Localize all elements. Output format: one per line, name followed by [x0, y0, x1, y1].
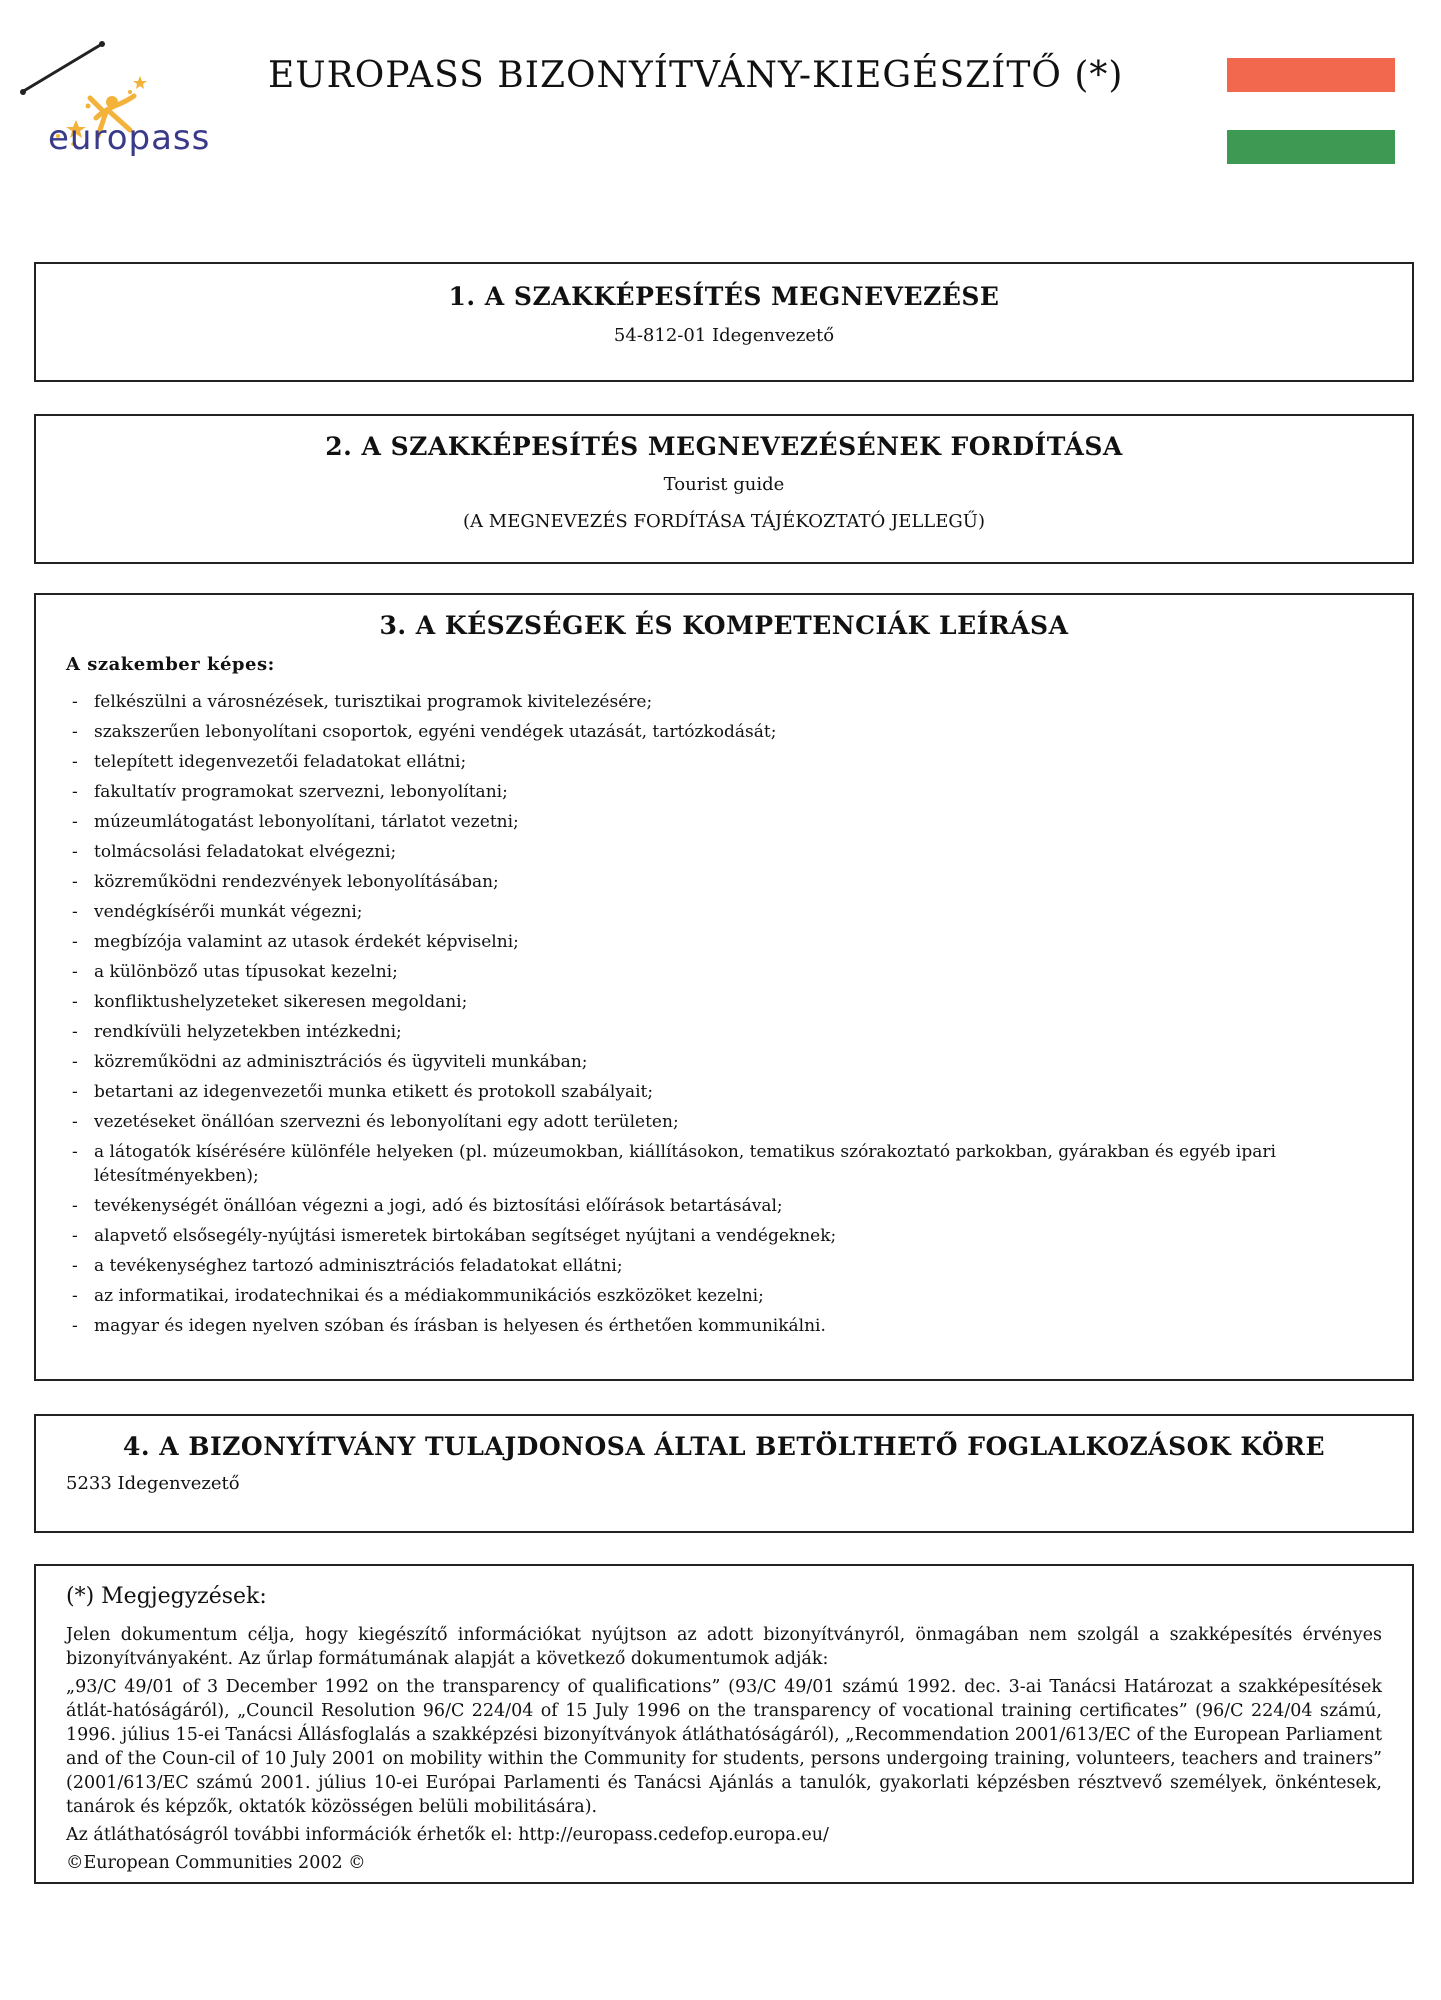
skill-item — [72, 717, 1412, 747]
notes-link-line: Az átláthatóságról további információk érhetők el: http://europass.cedefop.europa.eu/ — [66, 1825, 829, 1845]
skill-item — [72, 1077, 1412, 1107]
bullet-dash: - — [72, 962, 78, 982]
skill-text: tolmácsolási feladatokat elvégezni; — [94, 842, 397, 862]
translation-value: Tourist guide — [663, 474, 785, 495]
notes-paragraph: „93/C 49/01 of 3 December 1992 on the transparency of qualifications” (93/C 49/01 számú 1992. dec. 3-ai Tanácsi Határozat a szakképesítések átlát-hatóságáról), „Council Resolution 96/C 224/04 of 15 July 1996 on the transparency of vocational training certificates” (96/C 224/04 számú, 1996. július 15-ei Tanácsi Állásfoglalás a szakképzési bizonyítványok átláthatóságáról), „Recommendation 2001/613/EC of the European Parliament and of the Coun-cil of 10 July 2001 on mobility within the Community for students, persons undergoing training, volunteers, teachers and trainers” (2001/613/EC számú 2001. július 10-ei Európai Parlamenti és Tanácsi Ajánlás a tanulók, gyakorlati képzésben résztvevő személyek, önkéntesek, tanárok és képzők, oktatók közösségen belüli mobilitására). — [66, 1677, 1382, 1817]
skill-text: alapvető elsősegély-nyújtási ismeretek birtokában segítséget nyújtani a vendégeknek; — [94, 1226, 837, 1246]
skill-text: a látogatók kísérésére különféle helyeken (pl. múzeumokban, kiállításokon, tematikus szórakoztató parkokban, gyárakban és egyéb ipari létesítményekben); — [94, 1142, 1276, 1186]
section-title: 2. A SZAKKÉPESÍTÉS MEGNEVEZÉSÉNEK FORDÍTÁSA — [325, 432, 1123, 461]
section-notes — [34, 1564, 1414, 1884]
bullet-dash: - — [72, 782, 78, 802]
bullet-dash: - — [72, 1196, 78, 1216]
skill-text: a különböző utas típusokat kezelni; — [94, 962, 398, 982]
skill-item — [72, 987, 1412, 1017]
skill-item — [72, 1137, 1412, 1191]
skill-item — [72, 1251, 1412, 1281]
skill-item — [72, 867, 1412, 897]
skill-text: felkészülni a városnézések, turisztikai programok kivitelezésére; — [94, 692, 653, 712]
skill-text: közreműködni az adminisztrációs és ügyviteli munkában; — [94, 1052, 588, 1072]
skill-item — [72, 1047, 1412, 1077]
bullet-dash: - — [72, 1052, 78, 1072]
bullet-dash: - — [72, 692, 78, 712]
bullet-dash: - — [72, 872, 78, 892]
skill-text: fakultatív programokat szervezni, lebonyolítani; — [94, 782, 508, 802]
section-qualification-name — [34, 262, 1414, 382]
skill-text: szakszerűen lebonyolítani csoportok, egyéni vendégek utazását, tartózkodását; — [94, 722, 777, 742]
skill-item — [72, 1107, 1412, 1137]
skill-item — [72, 957, 1412, 987]
bullet-dash: - — [72, 1112, 78, 1132]
section-title: 1. A SZAKKÉPESÍTÉS MEGNEVEZÉSE — [448, 282, 1000, 311]
notes-copyright: ©European Communities 2002 © — [66, 1853, 366, 1873]
bullet-dash: - — [72, 842, 78, 862]
section-qualification-translation — [34, 414, 1414, 564]
skill-text: vendégkísérői munkát végezni; — [94, 902, 363, 922]
bullet-dash: - — [72, 1022, 78, 1042]
skills-list — [72, 687, 1412, 1341]
notes-title: (*) Megjegyzések: — [66, 1584, 267, 1609]
skill-text: vezetéseket önállóan szervezni és lebonyolítani egy adott területen; — [94, 1112, 679, 1132]
skill-item — [72, 777, 1412, 807]
skill-text: konfliktushelyzeteket sikeresen megoldani; — [94, 992, 468, 1012]
bullet-dash: - — [72, 902, 78, 922]
skill-text: közreműködni rendezvények lebonyolításában; — [94, 872, 499, 892]
bullet-dash: - — [72, 1256, 78, 1276]
skill-text: múzeumlátogatást lebonyolítani, tárlatot vezetni; — [94, 812, 519, 832]
skill-text: magyar és idegen nyelven szóban és írásban is helyesen és érthetően kommunikálni. — [94, 1316, 826, 1336]
skill-text: telepített idegenvezetői feladatokat ellátni; — [94, 752, 467, 772]
skill-text: rendkívüli helyzetekben intézkedni; — [94, 1022, 402, 1042]
bullet-dash: - — [72, 752, 78, 772]
document-title: EUROPASS BIZONYÍTVÁNY-KIEGÉSZÍTŐ (*) — [268, 55, 1124, 96]
section-title: 3. A KÉSZSÉGEK ÉS KOMPETENCIÁK LEÍRÁSA — [379, 611, 1069, 640]
bullet-dash: - — [72, 812, 78, 832]
bullet-dash: - — [72, 992, 78, 1012]
logo-wordmark: europass — [48, 118, 211, 158]
skill-text: betartani az idegenvezetői munka etikett és protokoll szabályait; — [94, 1082, 654, 1102]
skill-text: az informatikai, irodatechnikai és a médiakommunikációs eszközöket kezelni; — [94, 1286, 764, 1306]
skill-item — [72, 747, 1412, 777]
skill-item — [72, 1311, 1412, 1341]
qualification-name: 54-812-01 Idegenvezető — [613, 325, 835, 346]
bullet-dash: - — [72, 1316, 78, 1336]
bullet-dash: - — [72, 932, 78, 952]
skill-item — [72, 837, 1412, 867]
skills-intro: A szakember képes: — [66, 654, 275, 675]
bullet-dash: - — [72, 1286, 78, 1306]
skill-text: a tevékenységhez tartozó adminisztrációs feladatokat ellátni; — [94, 1256, 623, 1276]
skill-item — [72, 897, 1412, 927]
skill-item — [72, 1191, 1412, 1221]
skill-item — [72, 687, 1412, 717]
skill-item — [72, 927, 1412, 957]
bullet-dash: - — [72, 722, 78, 742]
skill-item — [72, 1017, 1412, 1047]
skill-item — [72, 1281, 1412, 1311]
flag-red-stripe — [1227, 58, 1395, 92]
bullet-dash: - — [72, 1082, 78, 1102]
bullet-dash: - — [72, 1226, 78, 1246]
notes-paragraph: Jelen dokumentum célja, hogy kiegészítő információkat nyújtson az adott bizonyítványról, önmagában nem szolgál a szakképesítés érvényes bizonyítványaként. Az űrlap formátumának alapját a következő dokumentumok adják: — [66, 1625, 1382, 1669]
occupation-value: 5233 Idegenvezető — [66, 1473, 240, 1494]
section-title: 4. A BIZONYÍTVÁNY TULAJDONOSA ÁLTAL BETÖLTHETŐ FOGLALKOZÁSOK KÖRE — [122, 1432, 1326, 1461]
section-skills-competences — [34, 593, 1414, 1381]
flag-green-stripe — [1227, 130, 1395, 164]
section-occupations — [34, 1414, 1414, 1533]
skill-text: megbízója valamint az utasok érdekét képviselni; — [94, 932, 519, 952]
skill-text: tevékenységét önállóan végezni a jogi, adó és biztosítási előírások betartásával; — [94, 1196, 783, 1216]
bullet-dash: - — [72, 1142, 78, 1162]
skill-item — [72, 807, 1412, 837]
skill-item — [72, 1221, 1412, 1251]
translation-note: (A MEGNEVEZÉS FORDÍTÁSA TÁJÉKOZTATÓ JELLEGŰ) — [463, 511, 985, 532]
